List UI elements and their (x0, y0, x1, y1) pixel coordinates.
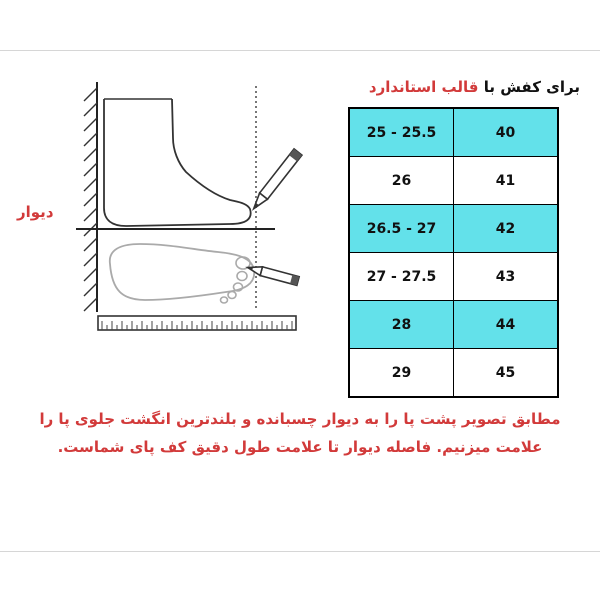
instruction-line-1: مطابق تصویر پشت پا را به دیوار چسبانده و بلندترین انگشت جلوی پا را (39, 410, 561, 428)
ruler-icon (98, 316, 296, 330)
bottom-divider (0, 551, 600, 552)
foot-measurement-diagram (0, 0, 340, 345)
shoe-size-cell: 43 (454, 253, 559, 301)
instruction-line-2: علامت میزنیم. فاصله دیوار تا علامت طول دقیق کف پای شماست. (57, 438, 543, 456)
size-table (348, 107, 559, 398)
size-row (349, 349, 558, 398)
foot-length-cell: 25 - 25.5 (349, 108, 454, 157)
shoe-size-cell: 41 (454, 157, 559, 205)
shoe-size-cell: 45 (454, 349, 559, 398)
foot-length-cell: 29 (349, 349, 454, 398)
wall-label: دیوار (17, 203, 54, 221)
foot-length-cell: 26 (349, 157, 454, 205)
foot-length-cell: 28 (349, 301, 454, 349)
shoe-size-cell: 40 (454, 108, 559, 157)
size-row (349, 253, 558, 301)
foot-side-view (104, 99, 251, 226)
foot-length-cell: 26.5 - 27 (349, 205, 454, 253)
shoe-size-cell: 44 (454, 301, 559, 349)
foot-length-cell: 27 - 27.5 (349, 253, 454, 301)
size-row (349, 108, 558, 157)
title-prefix: برای کفش با (478, 78, 580, 96)
size-row (349, 157, 558, 205)
title-accent: قالب استاندارد (368, 78, 479, 96)
pencil-icon-top (250, 149, 302, 212)
wall-illustration (84, 82, 97, 312)
size-row (349, 205, 558, 253)
table-title (340, 78, 580, 96)
size-row (349, 301, 558, 349)
shoe-size-cell: 42 (454, 205, 559, 253)
